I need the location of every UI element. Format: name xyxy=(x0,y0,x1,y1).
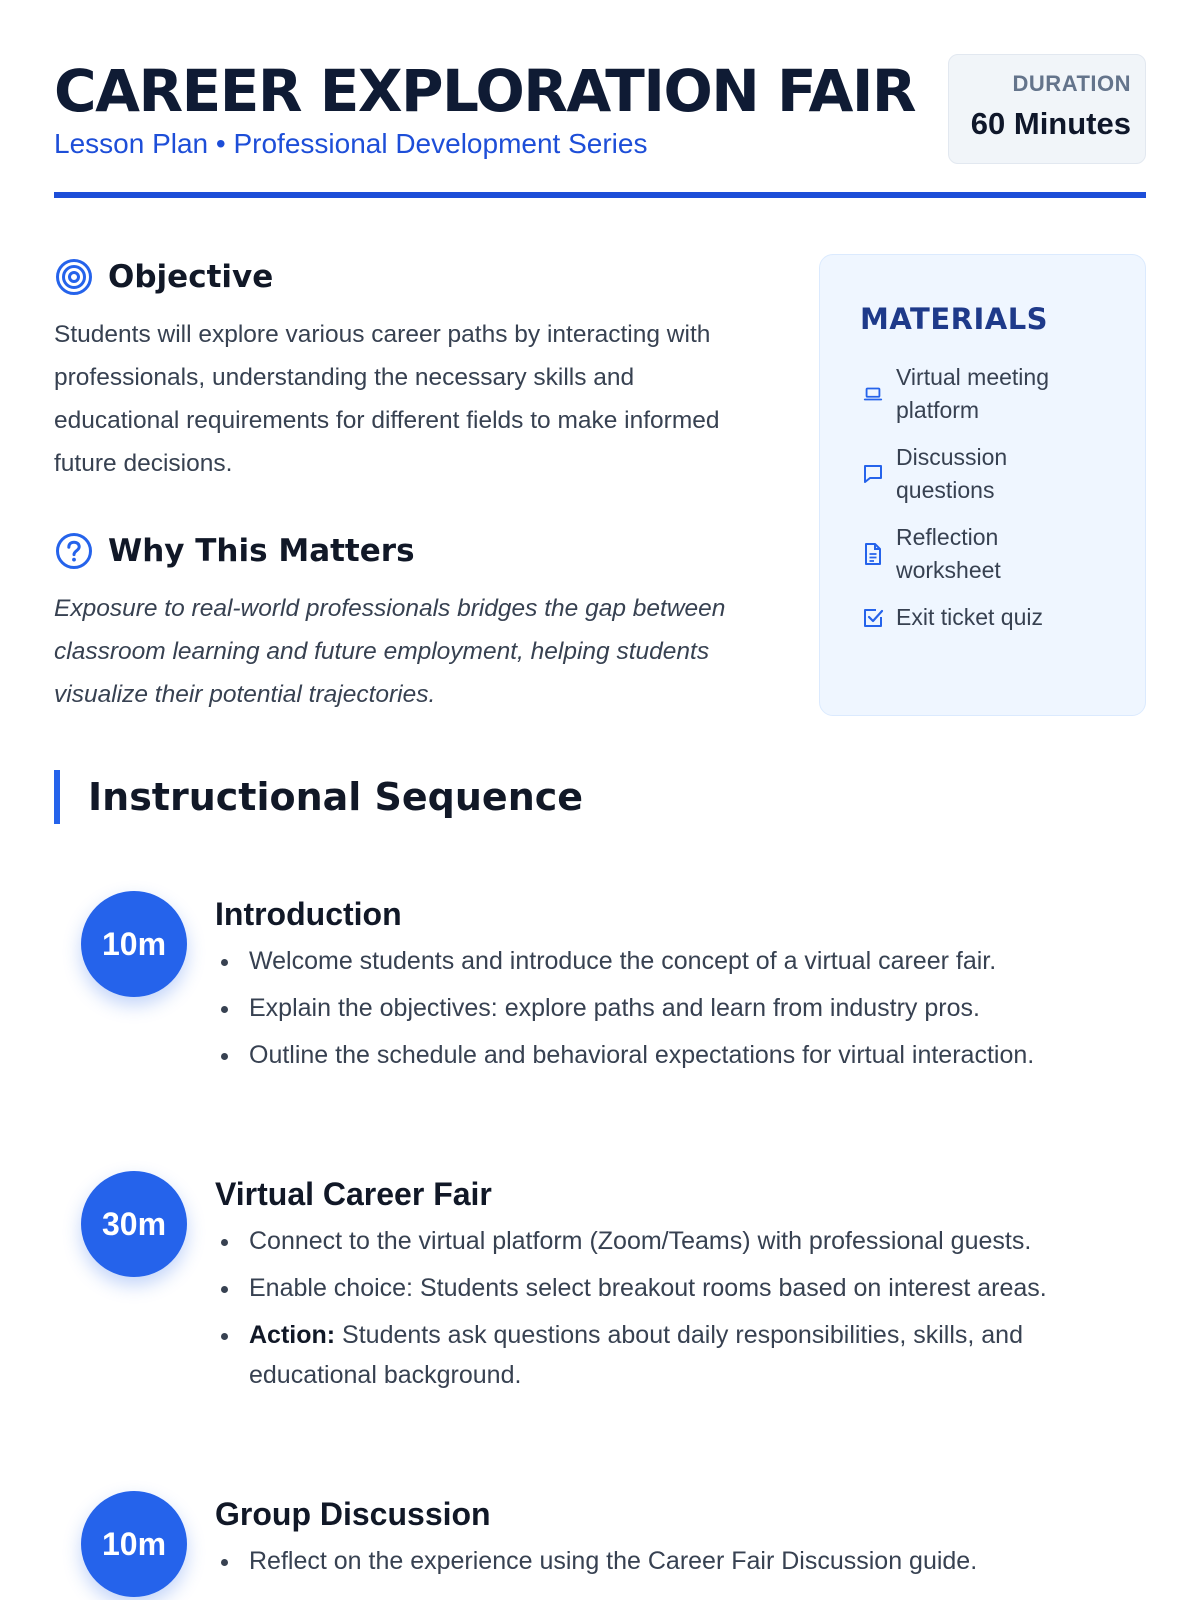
step-bullet: Welcome students and introduce the concept of a virtual career fair. xyxy=(215,941,1135,981)
step-bullets xyxy=(215,1221,1135,1402)
page-subtitle: Lesson Plan • Professional Development Series xyxy=(54,128,648,159)
document-icon xyxy=(860,541,886,567)
header-divider xyxy=(54,192,1146,198)
material-label: Discussion questions xyxy=(896,444,1008,503)
step-title: Introduction xyxy=(215,896,402,932)
sequence-accent-bar xyxy=(54,770,60,824)
material-item xyxy=(860,361,1125,427)
step-bullet: Action: Students ask questions about daily responsibilities, skills, and educational background. xyxy=(215,1315,1135,1395)
chat-bubble-icon xyxy=(860,461,886,487)
step-title: Group Discussion xyxy=(215,1496,491,1532)
material-label: Exit ticket quiz xyxy=(896,604,1043,630)
duration-card xyxy=(948,54,1146,164)
why-text: Exposure to real-world professionals bridges the gap between classroom learning and future employment, helping students visualize their potential trajectories. xyxy=(54,595,726,708)
material-item xyxy=(860,601,1125,634)
material-label: Reflection worksheet xyxy=(896,524,1001,583)
step-title: Virtual Career Fair xyxy=(215,1176,492,1212)
objective-heading xyxy=(54,257,273,297)
step-bullet: Connect to the virtual platform (Zoom/Teams) with professional guests. xyxy=(215,1221,1135,1261)
step-time-badge: 10m xyxy=(81,891,187,997)
material-label: Virtual meeting platform xyxy=(896,364,1049,423)
step-bullet-lead: Action: xyxy=(249,1321,336,1349)
laptop-icon xyxy=(860,381,886,407)
duration-value: 60 Minutes xyxy=(970,106,1131,141)
objective-text: Students will explore various career paths by interacting with professionals, understanding the necessary skills and educational requirements for different fields to make informed future decisions. xyxy=(54,321,720,477)
step-bullet: Outline the schedule and behavioral expectations for virtual interaction. xyxy=(215,1035,1135,1075)
materials-list xyxy=(860,361,1125,634)
step-bullet: Enable choice: Students select breakout rooms based on interest areas. xyxy=(215,1268,1135,1308)
sequence-heading xyxy=(54,770,583,824)
materials-card xyxy=(819,254,1146,716)
material-item xyxy=(860,521,1125,587)
step-time-badge: 30m xyxy=(81,1171,187,1277)
step-bullets xyxy=(215,941,1135,1082)
sequence-title: Instructional Sequence xyxy=(88,775,584,819)
question-circle-icon xyxy=(54,531,94,571)
material-item xyxy=(860,441,1125,507)
why-heading xyxy=(54,531,415,571)
target-icon xyxy=(54,257,94,297)
materials-title: MATERIALS xyxy=(860,302,1049,336)
step-time-badge: 10m xyxy=(81,1491,187,1597)
step-bullets xyxy=(215,1541,1135,1588)
step-bullet: Reflect on the experience using the Career Fair Discussion guide. xyxy=(215,1541,1135,1581)
why-heading-label: Why This Matters xyxy=(108,533,415,569)
header xyxy=(54,52,1146,200)
objective-heading-label: Objective xyxy=(108,259,274,295)
page-title: CAREER EXPLORATION FAIR xyxy=(54,57,916,125)
checkbox-icon xyxy=(860,605,886,631)
duration-label: DURATION xyxy=(1012,71,1131,96)
step-bullet: Explain the objectives: explore paths and learn from industry pros. xyxy=(215,988,1135,1028)
